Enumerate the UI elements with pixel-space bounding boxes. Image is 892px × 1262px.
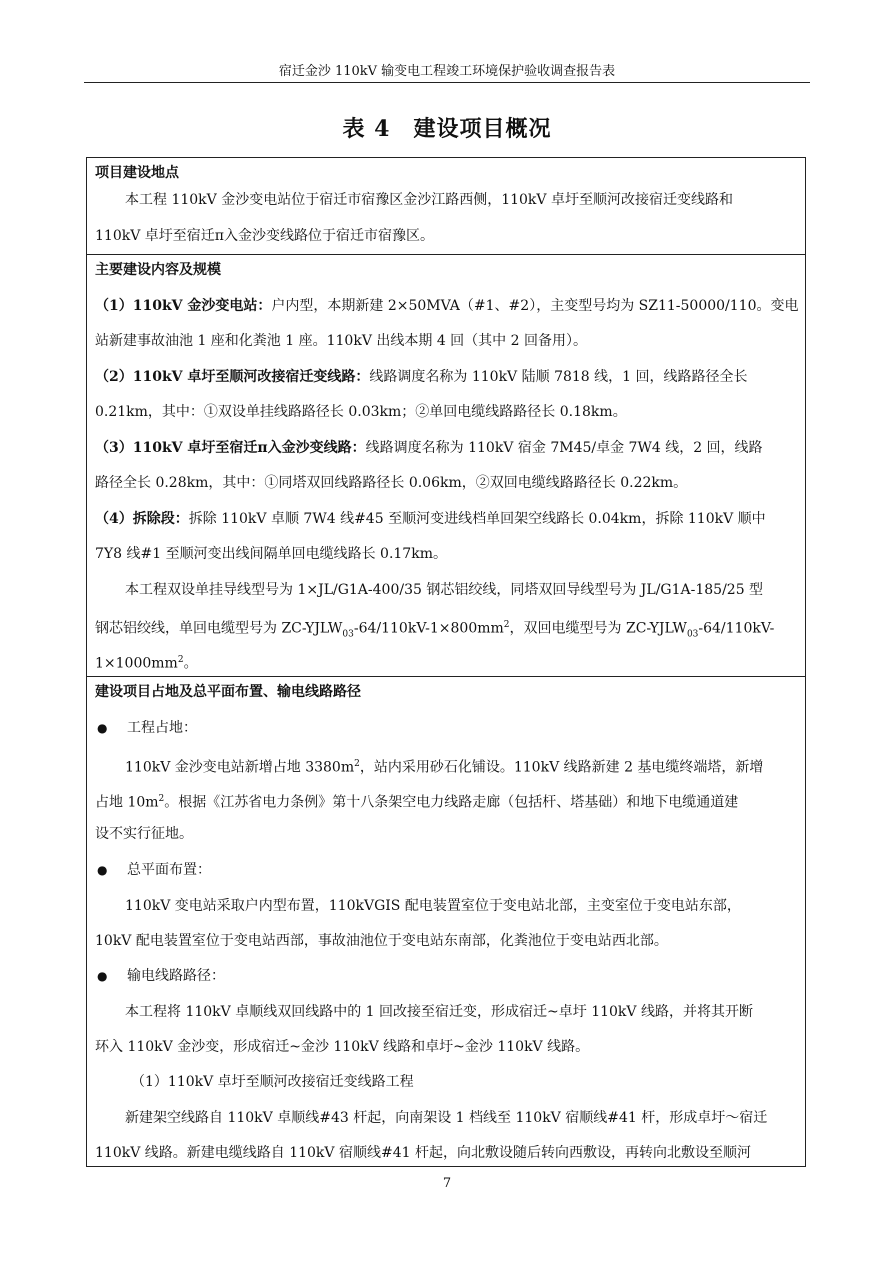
scope-item-1-label: （1）110kV 金沙变电站： xyxy=(95,298,272,314)
section-layout xyxy=(87,676,805,1166)
land-line-2 xyxy=(95,790,799,812)
page-number: 7 xyxy=(442,1176,452,1191)
route-line-2: 环入 110kV 金沙变，形成宿迁~金沙 110kV 线路和卓圩~金沙 110kV 线路。 xyxy=(95,1039,590,1055)
scope-item-3-label: （3）110kV 卓圩至宿迁π入金沙变线路： xyxy=(95,440,366,456)
land-text-a: 110kV 金沙变电站新增占地 3380m xyxy=(125,759,355,776)
bullet-dot-icon: ● xyxy=(97,863,108,877)
scope-item-4-label: （4）拆除段： xyxy=(95,511,189,527)
section-heading-location: 项目建设地点 xyxy=(95,165,179,181)
route-subheading: （1）110kV 卓圩至顺河改接宿迁变线路工程 xyxy=(131,1074,414,1090)
land-text-d: 。根据《江苏省电力条例》第十八条架空电力线路走廊（包括杆、塔基础）和地下电缆通道建 xyxy=(164,794,739,811)
scope-para-line-1: 本工程双设单挂导线型号为 1×JL/G1A-400/35 钢芯铝绞线，同塔双回导线型号为 JL/G1A-185/25 型 xyxy=(125,582,764,598)
scope-item-2-text: 线路调度名称为 110kV 陆顺 7818 线，1 回，线路路径全长 xyxy=(369,369,748,385)
land-sup-2: 2 xyxy=(158,794,165,804)
location-line-2: 110kV 卓圩至宿迁π入金沙变线路位于宿迁市宿豫区。 xyxy=(95,228,434,244)
section-scope xyxy=(87,254,805,676)
location-line-1: 本工程 110kV 金沙变电站位于宿迁市宿豫区金沙江路西侧，110kV 卓圩至顺河改接宿迁变线路和 xyxy=(125,192,733,208)
scope-item-4-line-1 xyxy=(95,510,799,528)
land-sup-1: 2 xyxy=(354,759,360,769)
scope-item-3-text: 线路调度名称为 110kV 宿金 7M45/卓金 7W4 线，2 回，线路 xyxy=(365,440,763,456)
scope-item-2-label: （2）110kV 卓圩至顺河改接宿迁变线路： xyxy=(95,369,370,385)
land-text-b: ，站内采用砂石化铺设。110kV 线路新建 2 基电缆终端塔，新增 xyxy=(359,759,764,776)
bullet-dot-icon: ● xyxy=(97,969,108,983)
scope-item-2-line-1 xyxy=(95,368,799,386)
scope-item-2-line-2: 0.21km，其中：①双设单挂线路路径长 0.03km；②单回电缆线路路径长 0.18km。 xyxy=(95,404,627,420)
header-rule xyxy=(84,82,810,83)
land-line-3: 设不实行征地。 xyxy=(95,826,193,842)
plan-line-1: 110kV 变电站采取户内型布置，110kVGIS 配电装置室位于变电站北部，主变室位于变电站东部， xyxy=(125,898,741,914)
scope-item-3-line-2: 路径全长 0.28km，其中：①同塔双回线路路径长 0.06km，②双回电缆线路路径长 0.22km。 xyxy=(95,475,688,491)
scope-item-4-text: 拆除 110kV 卓顺 7W4 线#45 至顺河变进线档单回架空线路长 0.04km，拆除 110kV 顺中 xyxy=(188,511,766,527)
land-text-c: 占地 10m xyxy=(95,794,159,811)
plan-line-2: 10kV 配电装置室位于变电站西部，事故油池位于变电站东南部，化粪池位于变电站西北部。 xyxy=(95,933,668,949)
scope-para-text-d: -64/110kV- xyxy=(698,620,775,637)
scope-para-sub-2: 03 xyxy=(686,629,699,640)
running-header: 宿迁金沙 110kV 输变电工程竣工环境保护验收调查报告表 xyxy=(278,64,616,79)
scope-para-sub-1: 03 xyxy=(342,629,354,640)
bullet-plan-label: 总平面布置： xyxy=(127,862,211,878)
scope-para-sup-2: 2 xyxy=(177,655,184,665)
bullet-route-label: 输电线路路径： xyxy=(127,968,225,984)
scope-item-1-text: 户内型，本期新建 2×50MVA（#1、#2），主变型号均为 SZ11-50000/110。变电 xyxy=(271,298,799,314)
scope-para-text-e: 1×1000mm xyxy=(95,655,178,672)
scope-para-line-3 xyxy=(95,651,799,673)
newline-line-1: 新建架空线路自 110kV 卓顺线#43 杆起，向南架设 1 档线至 110kV 宿顺线#41 杆，形成卓圩～宿迁 xyxy=(125,1110,768,1126)
scope-para-text-c: ，双回电缆型号为 ZC-YJLW xyxy=(509,620,687,637)
scope-para-sup-1: 2 xyxy=(503,620,510,630)
scope-para-line-2 xyxy=(95,616,799,643)
land-line-1 xyxy=(95,755,799,777)
bullet-dot-icon: ● xyxy=(97,721,108,735)
scope-para-text-b: -64/110kV-1×800mm xyxy=(353,620,504,637)
scope-para-text-f: 。 xyxy=(183,655,198,672)
section-heading-layout: 建设项目占地及总平面布置、输电线路路径 xyxy=(95,684,361,700)
route-line-1: 本工程将 110kV 卓顺线双回线路中的 1 回改接至宿迁变，形成宿迁~卓圩 110kV 线路，并将其开断 xyxy=(125,1004,753,1020)
section-heading-scope: 主要建设内容及规模 xyxy=(95,262,221,278)
scope-para-text-a: 钢芯铝绞线，单回电缆型号为 ZC-YJLW xyxy=(95,620,343,637)
scope-item-1-line-1 xyxy=(95,297,799,315)
overview-table xyxy=(86,157,806,1167)
scope-item-3-line-1 xyxy=(95,439,799,457)
section-location xyxy=(87,158,805,254)
newline-line-2: 110kV 线路。新建电缆线路自 110kV 宿顺线#41 杆起，向北敷设随后转向西敷设，再转向北敷设至顺河 xyxy=(95,1145,751,1161)
bullet-land-label: 工程占地： xyxy=(127,720,197,736)
scope-item-4-line-2: 7Y8 线#1 至顺河变出线间隔单回电缆线路长 0.17km。 xyxy=(95,546,447,562)
scope-item-1-line-2: 站新建事故油池 1 座和化粪池 1 座。110kV 出线本期 4 回（其中 2 回备用）。 xyxy=(95,333,587,349)
page-title: 表 4 建设项目概况 xyxy=(342,116,552,142)
